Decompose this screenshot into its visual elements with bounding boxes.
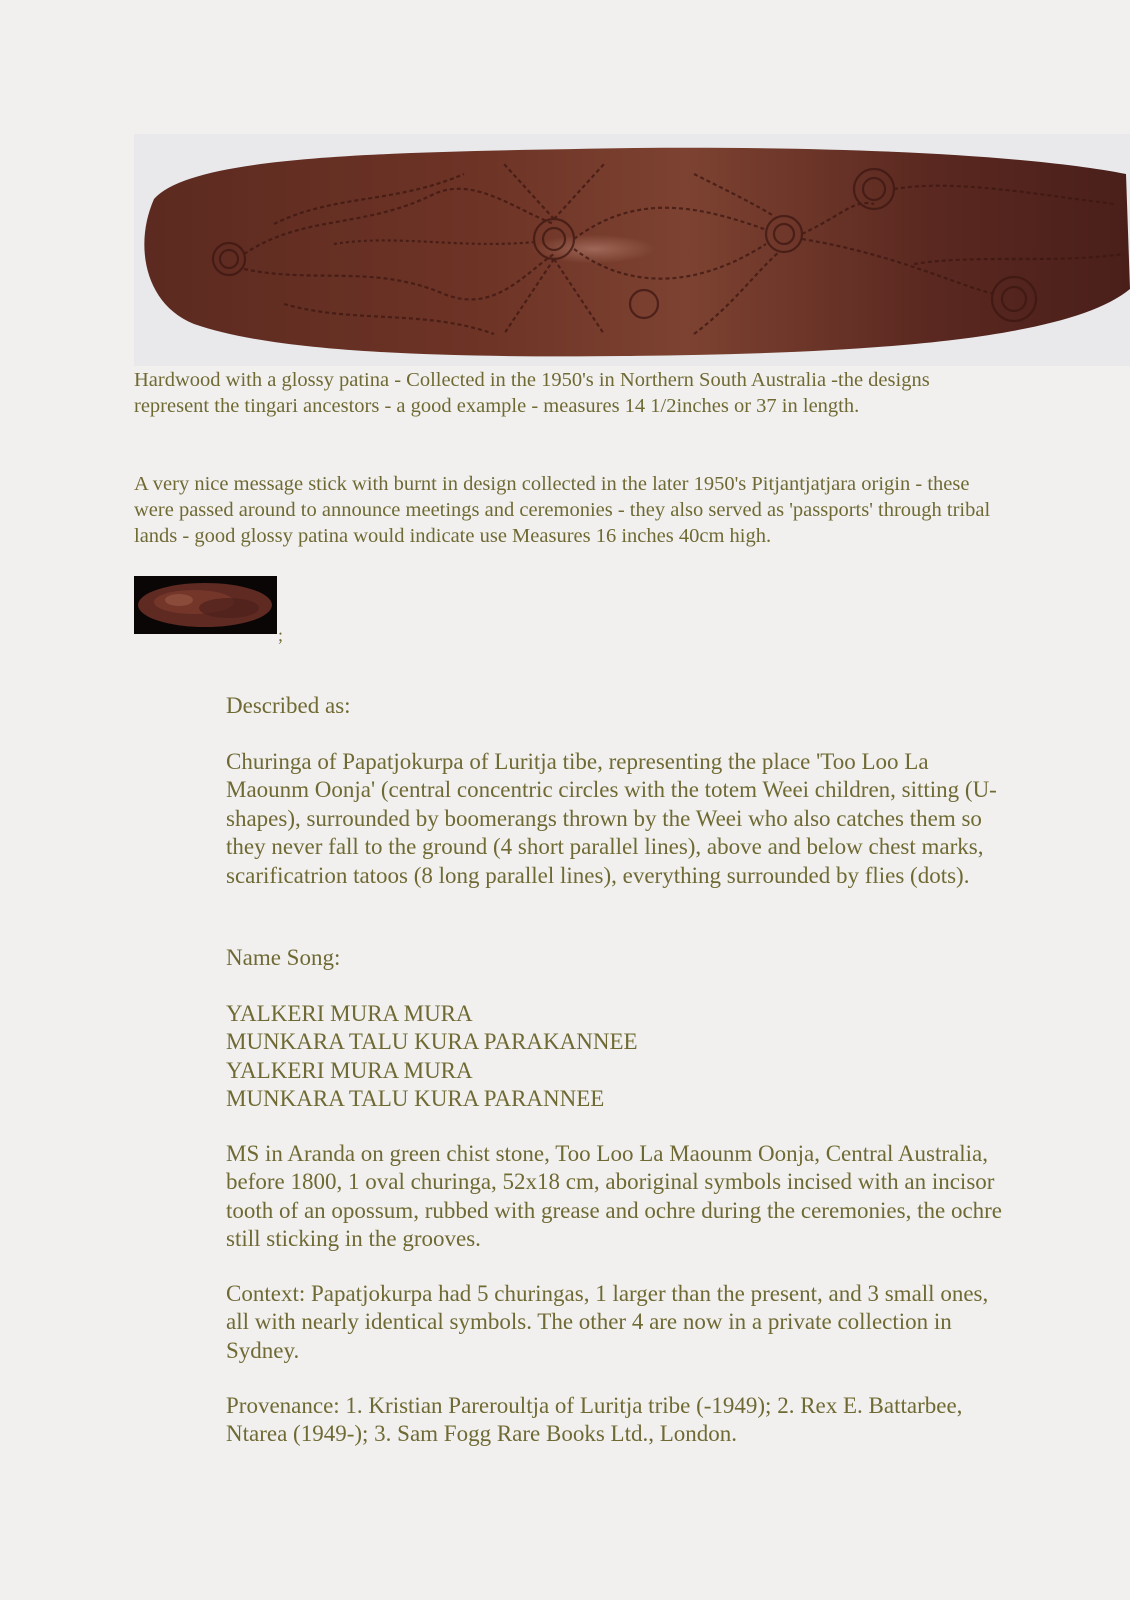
artifact-caption-secondary: A very nice message stick with burnt in design collected in the later 1950's Pitjantjatjara origin - these were passed around to announce meetings and ceremonies - they also served as 'passports' through tribal lands - good glossy patina would indicate use Measures 16 inches 40cm high. <box>134 473 991 547</box>
song-line: YALKERI MURA MURA <box>226 1001 473 1026</box>
description-paragraph: Churinga of Papatjokurpa of Luritja tibe, representing the place 'Too Loo La Maounm Oonja' (central concentric circles with the totem Weei children, sitting (U-shapes), surrounded by boomerangs thrown by the Weei who also catches them so they never fall to the ground (4 short parallel lines), above and below chest marks, scarificatrion tatoos (8 long parallel lines), everything surrounded by flies (dots). <box>226 749 997 888</box>
artifact-caption-main: Hardwood with a glossy patina - Collected in the 1950's in Northern South Australia -the designs represent the tingari ancestors - a good example - measures 14 1/2inches or 37 in length. <box>134 369 930 417</box>
song-line: MUNKARA TALU KURA PARAKANNEE <box>226 1029 638 1055</box>
churinga-photo <box>134 134 1130 366</box>
carved-wooden-churinga-image <box>134 134 1130 366</box>
context-paragraph: Context: Papatjokurpa had 5 churingas, 1 larger than the present, and 3 small ones, all with nearly identical symbols. The other 4 are now in a private collection in Sydney. <box>226 1281 989 1363</box>
name-song-heading: Name Song: <box>226 945 341 970</box>
song-line: MUNKARA TALU KURA PARANNEE <box>226 1086 605 1112</box>
thumbnail-trailing-mark: ; <box>278 625 284 645</box>
thumbnail-row <box>134 576 284 645</box>
manuscript-paragraph: MS in Aranda on green chist stone, Too Loo La Maounm Oonja, Central Australia, before 1800, 1 oval churinga, 52x18 cm, aboriginal symbols incised with an incisor tooth of an opossum, rubbed with grease and ochre during the ceremonies, the ochre still sticking in the grooves. <box>226 1141 1003 1252</box>
message-stick-thumbnail[interactable] <box>134 576 277 634</box>
provenance-paragraph: Provenance: 1. Kristian Pareroultja of Luritja tribe (-1949); 2. Rex E. Battarbee, Ntarea (1949-); 3. Sam Fogg Rare Books Ltd., London. <box>226 1393 963 1447</box>
described-as-heading: Described as: <box>226 693 351 718</box>
song-line: YALKERI MURA MURA <box>226 1057 473 1083</box>
name-song-lyrics <box>226 1000 1016 1114</box>
